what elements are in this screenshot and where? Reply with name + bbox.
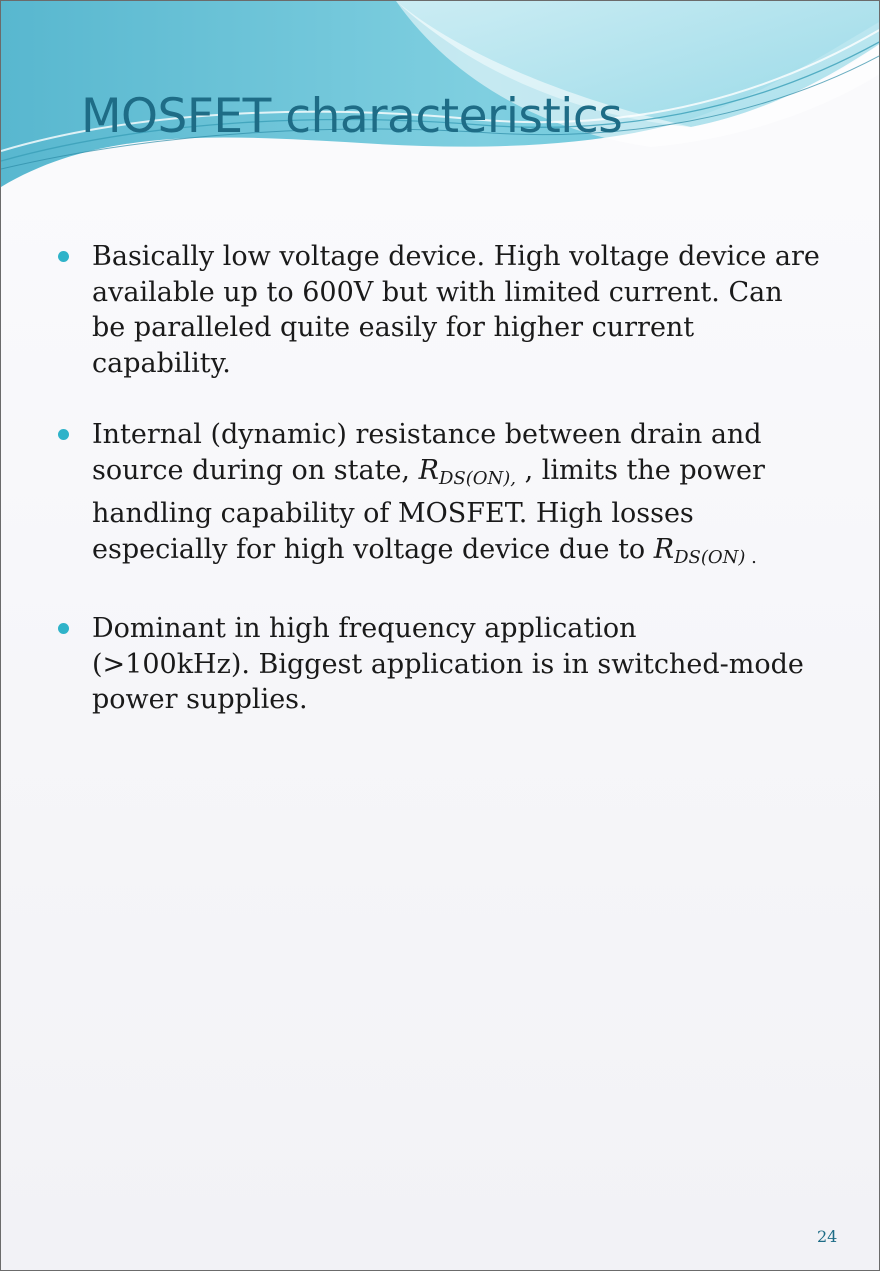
resistance-symbol: R (418, 454, 439, 486)
bullet-text-line (92, 453, 827, 497)
bullet-text-line: Internal (dynamic) resistance between drain and (92, 419, 762, 450)
bullet-text-line (92, 532, 827, 576)
bullet-text-line: Dominant in high frequency application (92, 613, 637, 644)
text-fragment: source during on state, (92, 454, 419, 486)
bullet-text-line: handling capability of MOSFET. High losses (92, 498, 694, 529)
bullet-text-line: available up to 600V but with limited current. Can (92, 276, 783, 308)
bullet-text-line: (>100kHz). Biggest application is in switched-mode (92, 648, 804, 680)
text-fragment: , limits the power (515, 454, 765, 486)
text-fragment: especially for high voltage device due to (92, 533, 654, 565)
bullet-item (57, 239, 827, 381)
resistance-subscript: DS(ON) (674, 546, 746, 568)
bullet-dot-icon (58, 251, 69, 262)
resistance-subscript: DS(ON), (438, 467, 516, 489)
bullet-text-line: capability. (92, 347, 231, 379)
slide-title: MOSFET characteristics (81, 89, 623, 144)
page-number: 24 (817, 1227, 838, 1246)
bullet-item (57, 611, 827, 718)
bullet-dot-icon (58, 429, 69, 440)
bullet-list (57, 239, 827, 754)
bullet-text-line: be paralleled quite easily for higher current (92, 312, 695, 343)
bullet-text-line: power supplies. (92, 684, 308, 715)
text-fragment: . (745, 546, 757, 568)
bullet-text-line: Basically low voltage device. High voltage device are (92, 241, 820, 272)
bullet-item (57, 417, 827, 575)
bullet-dot-icon (58, 623, 69, 634)
resistance-symbol: R (653, 533, 675, 565)
